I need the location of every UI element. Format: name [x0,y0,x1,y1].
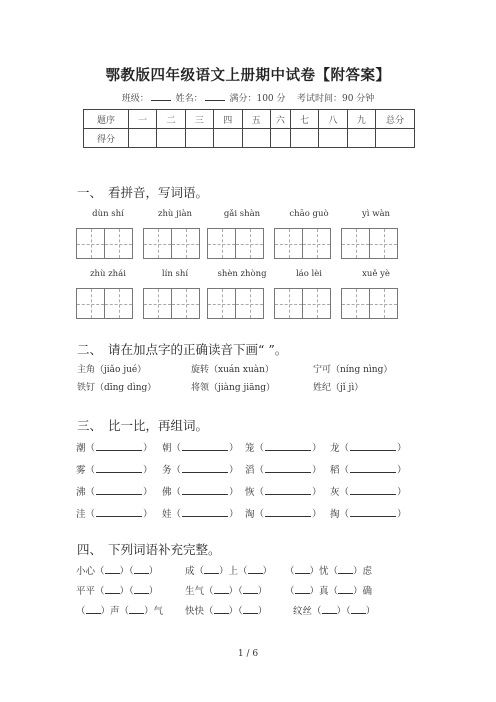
writing-cell[interactable] [144,229,172,258]
score-header-cell: 二 [157,110,185,129]
exam-time: 考试时间：90 分钟 [296,94,375,104]
score-header-cell: 九 [347,110,375,129]
score-cell[interactable] [242,129,270,148]
writing-cell[interactable] [303,289,330,318]
compare-char: 龙 [330,443,340,454]
section-2-heading [77,340,287,358]
compare-char: 娃 [162,509,172,520]
section-number: 四、 [77,542,103,557]
writing-cell[interactable] [370,289,397,318]
score-table-header [84,110,415,129]
compare-char: 洼 [76,509,86,520]
writing-cell[interactable] [208,289,236,318]
compare-char: 滔 [245,465,255,476]
compare-item[interactable]: 沸（ ） [76,487,153,498]
compare-char: 沸 [76,487,86,498]
score-header-cell: 六 [270,110,290,129]
class-blank[interactable] [151,92,171,101]
writing-cell[interactable] [275,289,303,318]
section-title: 比一比，再组词。 [108,418,209,433]
writing-cell[interactable] [105,229,132,258]
compare-char: 朝 [162,443,172,454]
score-cell[interactable] [319,129,347,148]
writing-box[interactable] [274,288,331,319]
score-cell[interactable] [185,129,213,148]
section-number: 一、 [77,185,103,200]
pinyin-label: dùn shí [92,209,124,219]
reading-item: 主角（jiǎo jué） [77,365,147,375]
writing-cell[interactable] [172,229,199,258]
pinyin-label: zhù zhái [90,269,126,279]
section-1-heading [77,183,208,201]
idiom-item[interactable]: 纹丝（ ）（ ） [293,606,376,617]
pinyin-label: chāo guò [289,209,329,219]
compare-item[interactable]: 恢（ ） [245,487,322,498]
score-row-label: 得分 [84,129,129,148]
section-title: 请在加点字的正确读音下画“ ”。 [108,342,288,357]
section-title: 下列词语补充完整。 [108,542,221,557]
pinyin-label: yì wàn [361,209,391,219]
score-header-cell: 四 [214,110,242,129]
compare-item[interactable]: 雾（ ） [76,465,153,476]
class-label: 班级： [121,94,149,104]
compare-item[interactable]: 娃（ ） [162,509,239,520]
compare-char: 淘 [245,509,255,520]
section-title: 看拼音，写词语。 [108,185,209,200]
compare-item[interactable]: 灰（ ） [330,487,407,498]
score-header-cell: 三 [185,110,213,129]
writing-box[interactable] [274,228,331,259]
writing-cell[interactable] [105,289,132,318]
pinyin-label: lín shí [161,269,189,279]
writing-box[interactable] [207,288,264,319]
writing-box[interactable] [143,228,200,259]
pinyin-label: shèn zhòng [217,269,267,279]
section-number: 二、 [77,342,103,357]
score-table [83,109,415,148]
writing-cell[interactable] [370,229,397,258]
writing-box[interactable] [76,288,133,319]
compare-item[interactable]: 滔（ ） [245,465,322,476]
section-3-heading [77,416,208,434]
writing-box[interactable] [341,288,398,319]
reading-item: 姓纪（jǐ jì） [313,383,364,393]
writing-box[interactable] [207,228,264,259]
score-cell[interactable] [270,129,290,148]
compare-item[interactable]: 掏（ ） [330,509,407,520]
idiom-item[interactable]: 成（ ）上（ ） [185,566,273,577]
compare-item[interactable]: 佛（ ） [162,487,239,498]
writing-cell[interactable] [236,229,263,258]
pinyin-label: zhù jiàn [157,209,193,219]
writing-cell[interactable] [208,229,236,258]
writing-cell[interactable] [77,229,105,258]
score-cell[interactable] [347,129,375,148]
score-header-cell: 七 [290,110,318,129]
writing-box[interactable] [341,228,398,259]
score-cell[interactable] [214,129,242,148]
score-cell[interactable] [157,129,185,148]
compare-item[interactable]: 潮（ ） [76,443,153,454]
writing-cell[interactable] [77,289,105,318]
score-header-cell: 题序 [84,110,129,129]
idiom-item[interactable]: （ ）声（ ）气 [76,606,164,617]
compare-char: 佛 [162,487,172,498]
score-header-cell: 八 [319,110,347,129]
compare-char: 稻 [330,465,340,476]
compare-item[interactable]: 淘（ ） [245,509,322,520]
compare-item[interactable]: 龙（ ） [330,443,407,454]
idiom-item[interactable]: （ ）真（ ）确 [285,586,373,597]
section-4-heading [77,540,221,558]
idiom-item[interactable]: 生气（ ）（ ） [185,586,268,597]
compare-item[interactable]: 务（ ） [162,465,239,476]
name-label: 姓名： [175,94,203,104]
section-number: 三、 [77,418,103,433]
pinyin-label: láo lèi [295,269,323,279]
score-cell[interactable] [376,129,415,148]
score-cell[interactable] [290,129,318,148]
score-header-cell: 一 [129,110,157,129]
writing-cell[interactable] [172,289,199,318]
compare-char: 灰 [330,487,340,498]
score-cell[interactable] [129,129,157,148]
compare-char: 恢 [245,487,255,498]
pinyin-label: gǎi shàn [223,209,261,219]
writing-cell[interactable] [342,229,370,258]
score-header-cell: 总分 [376,110,415,129]
writing-cell[interactable] [303,229,330,258]
reading-item: 旋转（xuán xuàn） [191,365,274,375]
compare-char: 笼 [245,443,255,454]
reading-item: 铁钉（dīng dìng） [77,383,157,393]
idiom-item[interactable]: 快快（ ）（ ） [185,606,268,617]
reading-item: 宁可（níng nìng） [313,365,393,375]
score-header-cell: 五 [242,110,270,129]
page-number: 1 / 6 [237,649,259,659]
exam-info [0,91,496,104]
page-title: 鄂教版四年级语文上册期中试卷【附答案】 [105,67,391,84]
compare-item[interactable]: 洼（ ） [76,509,153,520]
reading-item: 将领（jiàng jiāng） [191,383,276,393]
compare-char: 雾 [76,465,86,476]
full-score: 满分：100 分 [229,94,286,104]
writing-cell[interactable] [275,229,303,258]
writing-cell[interactable] [236,289,263,318]
writing-cell[interactable] [342,289,370,318]
name-blank[interactable] [205,92,225,101]
compare-item[interactable]: 笼（ ） [245,443,322,454]
idiom-item[interactable]: （ ）忧（ ）虑 [285,566,373,577]
compare-char: 掏 [330,509,340,520]
writing-box[interactable] [76,228,133,259]
compare-item[interactable]: 朝（ ） [162,443,239,454]
writing-cell[interactable] [144,289,172,318]
score-table-row [84,129,415,148]
pinyin-label: xuě yè [362,269,390,279]
idiom-item[interactable]: 平平（ ）（ ） [76,586,159,597]
idiom-item[interactable]: 小心（ ）（ ） [76,566,159,577]
compare-char: 潮 [76,443,86,454]
writing-box[interactable] [143,288,200,319]
compare-item[interactable]: 稻（ ） [330,465,407,476]
compare-char: 务 [162,465,172,476]
